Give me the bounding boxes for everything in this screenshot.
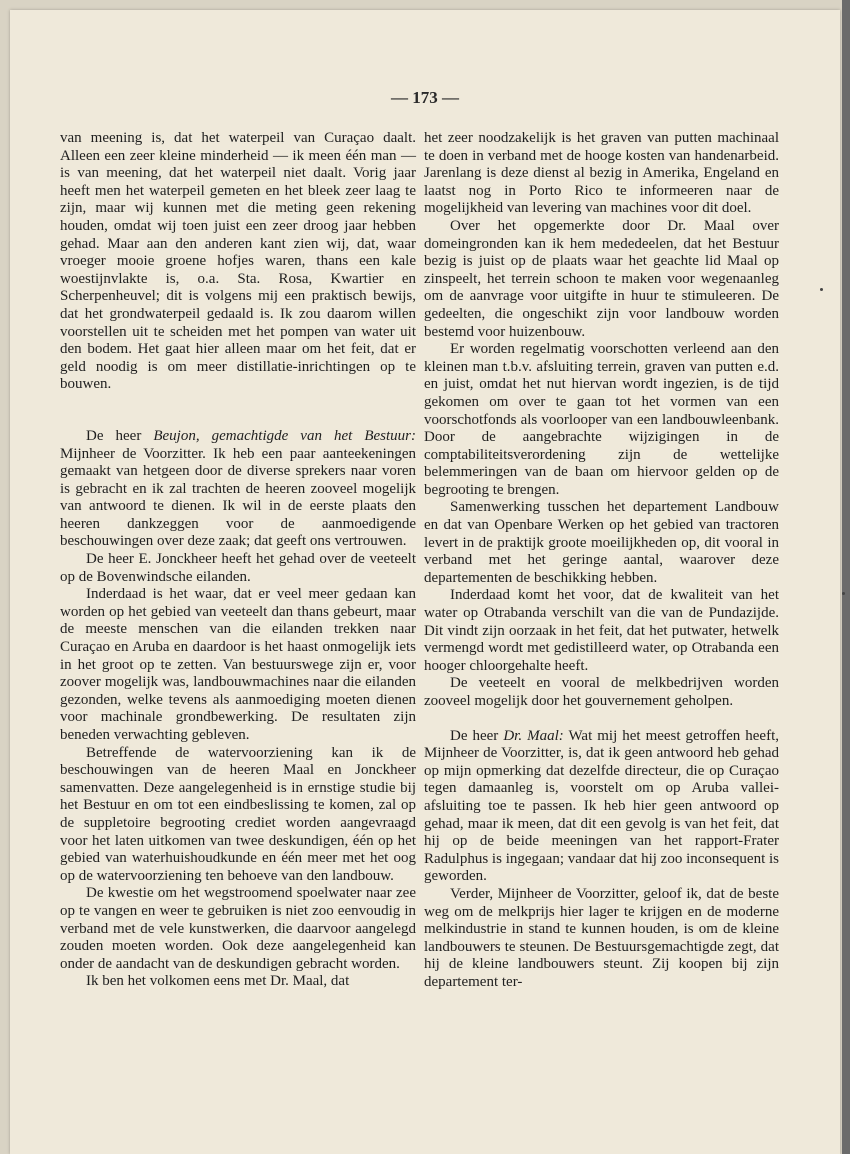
scan-speck (820, 288, 823, 291)
paragraph: Inderdaad komt het voor, dat de kwaliteit van het water op Otrabanda verschilt van die van de Pundazijde. Dit vindt zijn oorzaak in het feit, dat het putwater, hetwelk vermengd wordt met gedistilleerd water, op Otrabanda een hooger chloorgehalte heeft. (424, 587, 779, 674)
spacer (424, 711, 779, 728)
speaker-paragraph (60, 428, 416, 551)
paragraph: De kwestie om het wegstroomend spoelwater naar zee op te vangen en weer te gebruiken is niet zoo eenvoudig in verband met de vele kunstwerken, die daarvoor aangelegd zouden moeten worden. Ook deze aangelegenheid kan onder de aandacht van de deskundigen gebracht worden. (60, 885, 416, 972)
speaker-role: Dr. Maal: (503, 727, 564, 744)
paragraph: Inderdaad is het waar, dat er veel meer gedaan kan worden op het gebied van veeteelt dan thans gebeurt, maar de meeste menschen van die eilanden trekken naar Curaçao en Aruba en daardoor is het haast onmogelijk iets in het groot op te zetten. Van bestuurswege zijn er, voor zoover mogelijk was, landbouwmachines naar die eilanden gezonden, welke tevens als aanmoediging moeten dienen voor machinale grondbewerking. De resultaten zijn beneden verwachting gebleven. (60, 586, 416, 743)
page-number: — 173 — (391, 88, 459, 107)
scan-speck (842, 592, 845, 595)
paragraph: het zeer noodzakelijk is het graven van putten machinaal te doen in verband met de hooge kosten van handenarbeid. Jarenlang is deze dienst al bezig in Amerika, Engeland en laatst nog in Porto Rico te informeeren naar de mogelijkheid van levering van machines voor dit doel. (424, 130, 779, 217)
paragraph: Ik ben het volkomen eens met Dr. Maal, dat (86, 973, 350, 990)
speaker-prefix: De heer (450, 727, 504, 744)
left-column (60, 130, 416, 991)
speaker-role: Beujon, gemachtigde van het Bestuur: (153, 427, 416, 444)
paragraph: De veeteelt en vooral de melkbedrijven worden zooveel mogelijk door het gouvernement geholpen. (424, 675, 779, 709)
paragraph: Betreffende de watervoorziening kan ik de beschouwingen van de heeren Maal en Jonckheer samenvatten. Deze aangelegenheid is in ernstige studie bij het Bestuur en om tot een eindbeslissing te komen, zal op de suppletoire begrooting crediet worden aangevraagd voor het laten uitkomen van twee deskundigen, één op het gebied van waterhuishoudkunde en één meer met het oog op de watervoorziening ten behoeve van den landbouw. (60, 744, 416, 884)
speaker-paragraph (424, 728, 779, 886)
scan-edge (842, 0, 850, 1154)
paragraph: Over het opgemerkte door Dr. Maal over domeingronden kan ik hem mededeelen, dat het Bestuur bezig is juist op de plaats waar het geachte lid Maal op zinspeelt, het terrein schoon te maken voor wegenaanleg om de aanvrage voor uitgifte in huur te stimuleeren. De gedeelten, die ongeschikt zijn voor landbouw worden bestemd voor huizenbouw. (424, 217, 779, 340)
spacer (60, 394, 416, 428)
right-column (424, 130, 779, 992)
paragraph: Verder, Mijnheer de Voorzitter, geloof ik, dat de beste weg om de melkprijs hier lager te krijgen en de moderne melkindustrie in stand te kunnen houden, is om de kleine landbouwers te steunen. De Bestuursgemachtigde zegt, dat hij de kleine landbouwers steunt. Zij koopen bij zijn departement ter- (424, 885, 779, 990)
paragraph: De heer E. Jonckheer heeft het gehad over de veeteelt op de Bovenwindsche eilanden. (60, 551, 416, 585)
paragraph: van meening is, dat het waterpeil van Curaçao daalt. Alleen een zeer kleine minderheid — ik meen één man — is van meening, dat het waterpeil niet daalt. Vorig jaar heeft men het waterpeil gemeten en het bleek zeer laag te zijn, maar wij kunnen met die meting geen rekening houden, omdat wij toen juist een zeer droog jaar hebben gehad. Maar aan den anderen kant zien wij, dat, waar vroeger mooie groene hofjes waren, thans een kale woestijnvlakte is, o.a. Sta. Rosa, Kwartier en Scherpenheuvel; dit is volgens mij een praktisch bewijs, dat het grondwaterpeil gedaald is. Ik zou daarom willen voorstellen uit te scheiden met het pompen van water uit den bodem. Het gaat hier alleen maar om het feit, dat er geld noodig is om meer distillatie-inrichtingen op te bouwen. (60, 130, 416, 393)
speaker-text: Wat mij het meest getroffen heeft, Mijnheer de Voorzitter, is, dat ik geen antwoord heb gehad op mijn opmerking dat dezelfde directeur, die op Curaçao tegen damaanleg is, voorstelt om op Aruba vallei-afsluiting toe te passen. Ik heb hier geen antwoord op gehad, maar ik meen, dat dit een gevolg is van het feit, dat hij op de beide meeningen van het rapport-Frater Radulphus is ingegaan; vandaar dat hij zoo inconsequent is geworden. (424, 727, 779, 885)
speaker-text: Mijnheer de Voorzitter. Ik heb een paar aanteekeningen gemaakt van hetgeen door de diverse sprekers naar voren is gebracht en ik zal trachten de heeren zooveel mogelijk van antwoord te dienen. Ik wil in de eerste plaats den heeren dankzeggen voor de aanmoedigende beschouwingen over deze zaak; dat geeft ons vertrouwen. (60, 445, 416, 550)
paragraph: Samenwerking tusschen het departement Landbouw en dat van Openbare Werken op het gebied van tractoren levert in de praktijk groote moeilijkheden op, dit vooral in verband met het geringe aantal, waarover deze departementen de beschikking hebben. (424, 499, 779, 586)
speaker-prefix: De heer (86, 427, 154, 444)
paragraph: Er worden regelmatig voorschotten verleend aan den kleinen man t.b.v. afsluiting terrein, graven van putten e.d. en juist, omdat het nut hiervan wordt ingezien, is de tijd gekomen om over te gaan tot het vormen van een voorschotfonds als voorlooper van een landbouwleenbank. Door de aangebrachte wijzigingen in de comptabiliteitsverordening zijn de wettelijke belemmeringen van de baan om hiervoor gelden op de begrooting te brengen. (424, 341, 779, 498)
